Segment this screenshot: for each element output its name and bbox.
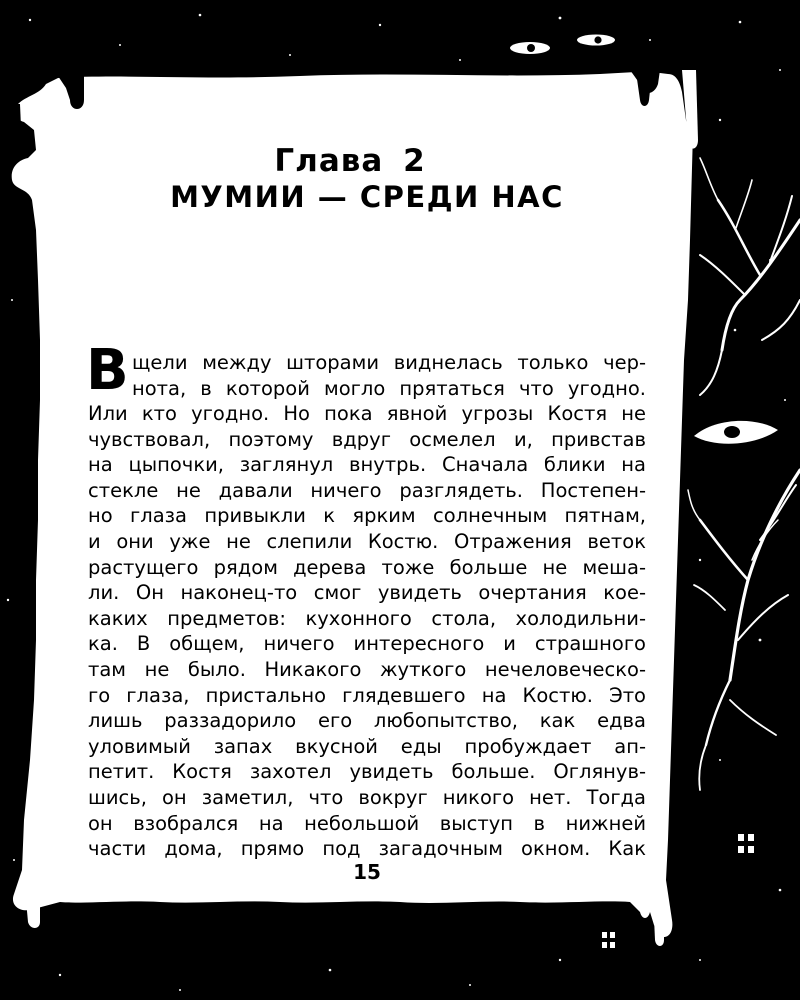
- text-line: щели между шторами виднелась только чер-: [132, 351, 646, 374]
- text-line: лишь раззадорило его любопытство, как едва: [88, 709, 646, 733]
- text-line: шись, он заметил, что вокруг никого нет. Тогда: [88, 785, 646, 809]
- chapter-title: МУМИИ — СРЕДИ НАС: [170, 180, 564, 214]
- text-line: на цыпочки, заглянул внутрь. Сначала блики на: [88, 453, 646, 477]
- text-line: части дома, прямо под загадочным окном. Как: [88, 837, 646, 861]
- text-line: чувствовал, поэтому вдруг осмелел и, привстав: [88, 427, 646, 451]
- text-line: он взобрался на небольшой выступ в нижней: [88, 811, 646, 835]
- text-line: Или кто угодно. Но пока явной угрозы Костя не: [88, 402, 646, 425]
- text-line: го глаза, пристально глядевшего на Костю. Это: [88, 683, 646, 707]
- text-line: стекле не давали ничего разглядеть. Постепен-: [88, 478, 646, 502]
- text-line: и они уже не слепили Костю. Отражения веток: [88, 529, 646, 553]
- text-line: петит. Костя захотел увидеть больше. Оглянув-: [88, 760, 646, 784]
- text-line: нота, в которой могло прятаться что угодно.: [132, 376, 646, 400]
- text-line: там не было. Никакого жуткого нечеловеческо-: [88, 657, 646, 681]
- page-number: 15: [353, 860, 381, 884]
- drop-cap: В: [86, 338, 129, 403]
- chapter-number: Глава 2: [274, 143, 426, 179]
- text-line: уловимый запах вкусной еды пробуждает ап-: [88, 734, 646, 758]
- text-line: каких предметов: кухонного стола, холодильни-: [88, 606, 646, 630]
- text-line: но глаза привыкли к ярким солнечным пятнам,: [88, 504, 646, 528]
- text-line: ка. В общем, ничего интересного и страшного: [88, 632, 646, 656]
- text-line: растущего рядом дерева тоже больше не меша-: [88, 555, 646, 579]
- text-line: ли. Он наконец-то смог увидеть очертания кое-: [88, 581, 646, 605]
